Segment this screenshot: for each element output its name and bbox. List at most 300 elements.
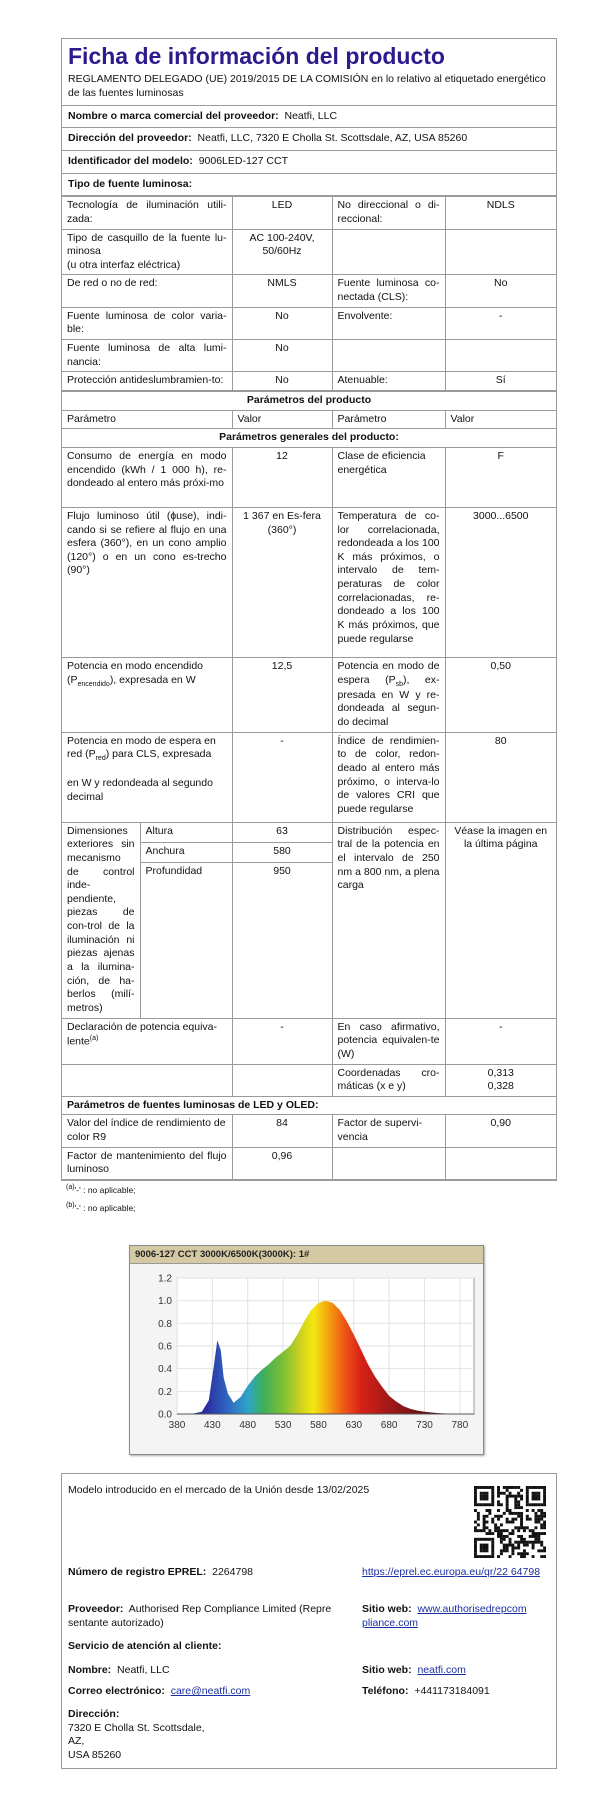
qr-module [517, 1503, 520, 1506]
qr-module [517, 1552, 520, 1555]
x-tick-label: 380 [168, 1420, 186, 1431]
qr-module [477, 1515, 480, 1518]
qr-module [532, 1532, 535, 1535]
qr-module [523, 1538, 526, 1541]
network-standby-label [62, 732, 232, 822]
qr-module [497, 1515, 500, 1518]
qr-module [474, 1541, 477, 1544]
qr-module [480, 1544, 483, 1547]
qr-module [500, 1538, 503, 1541]
param-value [445, 229, 556, 275]
qr-module [503, 1544, 506, 1547]
network-standby-value: - [232, 732, 332, 822]
qr-module [506, 1503, 509, 1506]
qr-module [486, 1546, 489, 1549]
qr-module [514, 1541, 517, 1544]
qr-module [491, 1498, 494, 1501]
qr-module [488, 1555, 491, 1558]
qr-module [483, 1518, 486, 1521]
spectral-distribution-value: Véase la imagen en la última página [445, 822, 556, 1018]
provider-row [68, 1603, 352, 1630]
service-name-label: Nombre: [68, 1664, 112, 1676]
qr-module [480, 1503, 483, 1506]
light-source-type-heading [62, 174, 556, 197]
qr-module [540, 1486, 543, 1489]
product-params-heading: Parámetros del producto [62, 391, 556, 410]
footnote-text: '-' : no aplicable; [74, 1202, 136, 1213]
qr-module [532, 1546, 535, 1549]
x-tick-label: 680 [380, 1420, 398, 1431]
qr-module [526, 1489, 529, 1492]
regulation-text: REGLAMENTO DELEGADO (UE) 2019/2015 DE LA COMISIÓN en lo relativo al etiquetado energético de las fuentes luminosas [62, 71, 556, 105]
qr-module [497, 1489, 500, 1492]
equivalent-power-w-value: - [445, 1018, 556, 1064]
x-tick-label: 430 [204, 1420, 221, 1431]
qr-module [491, 1555, 494, 1558]
qr-module [543, 1521, 546, 1524]
x-tick-label: 580 [310, 1420, 327, 1431]
qr-module [491, 1538, 494, 1541]
address-line: USA 85260 [68, 1748, 122, 1761]
qr-module [474, 1555, 477, 1558]
qr-module [543, 1495, 546, 1498]
qr-module [543, 1498, 546, 1501]
qr-module [491, 1518, 494, 1521]
y-tick-label: 0.8 [158, 1318, 172, 1330]
qr-module [511, 1532, 514, 1535]
qr-module [509, 1555, 512, 1558]
survival-factor-label: Factor de supervi-vencia [332, 1115, 445, 1147]
qr-module [511, 1495, 514, 1498]
table-header-row [62, 1096, 556, 1115]
qr-module [534, 1521, 537, 1524]
qr-module [534, 1495, 537, 1498]
param-value: LED [232, 197, 332, 229]
qr-module [537, 1541, 540, 1544]
qr-module [529, 1518, 532, 1521]
qr-module [526, 1503, 529, 1506]
qr-module [532, 1492, 535, 1495]
efficiency-class-value: F [445, 447, 556, 507]
qr-module [477, 1486, 480, 1489]
qr-module [503, 1535, 506, 1538]
table-row [62, 229, 556, 275]
qr-module [517, 1500, 520, 1503]
qr-module [488, 1529, 491, 1532]
qr-module [506, 1498, 509, 1501]
qr-module [486, 1495, 489, 1498]
param-label: No direccional o di-reccional: [332, 197, 445, 229]
col-param-header: Parámetro [332, 410, 445, 429]
provider-label: Proveedor: [68, 1603, 124, 1615]
param-label: Atenuable: [332, 372, 445, 391]
label-part: Potencia en modo encendido (P [67, 659, 204, 686]
qr-module [537, 1538, 540, 1541]
cri-value: 80 [445, 732, 556, 822]
energy-consumption-label: Consumo de energía en modo encendido (kWh / 1 000 h), re-dondeado al entero más próxi-mo [62, 447, 232, 507]
qr-module [474, 1538, 477, 1541]
param-label [332, 340, 445, 372]
qr-module [491, 1532, 494, 1535]
qr-module [534, 1503, 537, 1506]
qr-module [543, 1546, 546, 1549]
qr-module [477, 1512, 480, 1515]
qr-module [514, 1518, 517, 1521]
depth-label: Profundidad [140, 862, 232, 1018]
param-label: Fuente luminosa co-nectada (CLS): [332, 275, 445, 307]
label-part: ), ex-presada en W y re-dondeada al segun-do decimal [337, 673, 440, 728]
qr-module [517, 1541, 520, 1544]
equivalent-power-w-label: En caso afirmativo, potencia equivalen-te (W) [332, 1018, 445, 1064]
qr-module [500, 1492, 503, 1495]
qr-module [520, 1489, 523, 1492]
empty-cell [232, 1064, 332, 1096]
qr-module [483, 1529, 486, 1532]
param-label: Tecnología de iluminación utili-zada: [62, 197, 232, 229]
qr-module [506, 1500, 509, 1503]
qr-module [526, 1500, 529, 1503]
footnote-mark: (a) [66, 1183, 75, 1191]
table-row [62, 732, 556, 822]
address-label: Dirección: [68, 1708, 120, 1720]
table-row [62, 507, 556, 657]
label-part: en W y redondeada al segundo decimal [67, 777, 213, 803]
qr-module [474, 1503, 477, 1506]
equivalent-power-value: - [232, 1018, 332, 1064]
qr-module [532, 1529, 535, 1532]
label-sub: sb [395, 680, 403, 688]
x-tick-label: 530 [274, 1420, 292, 1431]
qr-module [500, 1552, 503, 1555]
qr-module [511, 1518, 514, 1521]
provider-web-row [362, 1603, 547, 1630]
luminous-flux-value: 1 367 en Es-fera (360°) [232, 507, 332, 657]
qr-module [491, 1492, 494, 1495]
qr-module [497, 1535, 500, 1538]
qr-module [477, 1538, 480, 1541]
qr-module [523, 1541, 526, 1544]
qr-module [526, 1526, 529, 1529]
qr-module [537, 1486, 540, 1489]
qr-module [480, 1492, 483, 1495]
qr-module [477, 1529, 480, 1532]
qr-module [483, 1538, 486, 1541]
led-params-heading: Parámetros de fuentes luminosas de LED y OLED: [62, 1096, 556, 1115]
qr-module [514, 1500, 517, 1503]
chromaticity-y: 0,328 [487, 1080, 514, 1093]
qr-module [517, 1529, 520, 1532]
param-value: NMLS [232, 275, 332, 307]
qr-module [514, 1486, 517, 1489]
qr-module [474, 1495, 477, 1498]
qr-module [483, 1521, 486, 1524]
light-source-type-heading-text: Tipo de fuente luminosa: [68, 177, 193, 190]
qr-module [509, 1541, 512, 1544]
empty-cell [332, 1147, 445, 1179]
spectral-distribution-label: Distribución espec-tral de la potencia en el intervalo de 250 nm a 800 nm, a plena carga [332, 822, 445, 1018]
qr-module [517, 1492, 520, 1495]
qr-module [534, 1518, 537, 1521]
label-part: ), expresada en W [109, 673, 196, 686]
qr-module [488, 1538, 491, 1541]
table-row [62, 372, 556, 391]
y-tick-label: 0.4 [158, 1364, 172, 1376]
qr-module [540, 1526, 543, 1529]
email-label: Correo electrónico: [68, 1685, 165, 1697]
qr-module [474, 1552, 477, 1555]
table-row [62, 275, 556, 307]
qr-module [520, 1523, 523, 1526]
energy-consumption-value: 12 [232, 447, 332, 507]
qr-module [488, 1512, 491, 1515]
qr-module [514, 1512, 517, 1515]
qr-module [506, 1518, 509, 1521]
qr-module [497, 1503, 500, 1506]
qr-module [537, 1498, 540, 1501]
label-part: Potencia en modo de espera (P [337, 659, 440, 686]
qr-module [517, 1515, 520, 1518]
qr-module [506, 1549, 509, 1552]
qr-module [509, 1492, 512, 1495]
qr-module [514, 1503, 517, 1506]
param-value: No [232, 307, 332, 339]
qr-module [529, 1503, 532, 1506]
qr-module [480, 1549, 483, 1552]
qr-module [494, 1515, 497, 1518]
qr-module [540, 1541, 543, 1544]
qr-module [509, 1538, 512, 1541]
supplier-name-row [62, 106, 556, 129]
qr-module [474, 1489, 477, 1492]
qr-module [529, 1541, 532, 1544]
qr-module [491, 1552, 494, 1555]
qr-module [514, 1546, 517, 1549]
qr-module [491, 1495, 494, 1498]
qr-module [488, 1509, 491, 1512]
qr-module [543, 1500, 546, 1503]
table-row [62, 340, 556, 372]
provider-web-link[interactable]: www.authorisedrepcom pliance.com [362, 1603, 527, 1629]
qr-module [497, 1486, 500, 1489]
qr-module [486, 1532, 489, 1535]
y-tick-label: 0.6 [158, 1341, 172, 1353]
qr-module [511, 1486, 514, 1489]
qr-module [511, 1544, 514, 1547]
qr-module [511, 1529, 514, 1532]
param-label: Protección antideslumbramien-to: [62, 372, 232, 391]
supplier-name-label: Nombre o marca comercial del proveedor: [68, 109, 279, 122]
qr-module [488, 1486, 491, 1489]
qr-module [486, 1555, 489, 1558]
param-value [445, 340, 556, 372]
qr-module [483, 1523, 486, 1526]
provider-value: Authorised Rep Compliance Limited (Repre sentante autorizado) [68, 1603, 332, 1629]
qr-module [486, 1521, 489, 1524]
footnote-b [66, 1201, 136, 1214]
qr-module [506, 1509, 509, 1512]
qr-module [543, 1555, 546, 1558]
qr-module [483, 1515, 486, 1518]
spectrum-plot [130, 1264, 485, 1456]
qr-module [532, 1544, 535, 1547]
qr-module [523, 1555, 526, 1558]
qr-module [514, 1526, 517, 1529]
qr-module [520, 1538, 523, 1541]
table-header-row [62, 410, 556, 429]
qr-module [500, 1549, 503, 1552]
general-params-heading: Parámetros generales del producto: [62, 429, 556, 448]
qr-module [526, 1498, 529, 1501]
qr-module [483, 1526, 486, 1529]
survival-factor-value: 0,90 [445, 1115, 556, 1147]
qr-module [486, 1538, 489, 1541]
qr-module [483, 1503, 486, 1506]
model-row [62, 151, 556, 174]
provider-web-label: Sitio web: [362, 1603, 412, 1615]
qr-module [497, 1529, 500, 1532]
qr-module [532, 1495, 535, 1498]
qr-module [491, 1500, 494, 1503]
qr-module [537, 1492, 540, 1495]
service-web-label: Sitio web: [362, 1664, 412, 1676]
chromaticity-label: Coordenadas cro-máticas (x e y) [332, 1064, 445, 1096]
qr-module [503, 1546, 506, 1549]
qr-module [526, 1486, 529, 1489]
qr-module [494, 1526, 497, 1529]
standby-power-label [332, 657, 445, 732]
qr-module [520, 1541, 523, 1544]
qr-module [534, 1526, 537, 1529]
product-information-sheet [61, 38, 557, 1181]
service-web-link[interactable]: neatfi.com [417, 1664, 466, 1676]
qr-module [534, 1535, 537, 1538]
qr-module [480, 1555, 483, 1558]
qr-module [483, 1546, 486, 1549]
email-link[interactable]: care@neatfi.com [170, 1685, 251, 1697]
qr-module [534, 1498, 537, 1501]
qr-module [491, 1541, 494, 1544]
chromaticity-value [445, 1064, 556, 1096]
qr-module [483, 1549, 486, 1552]
qr-module [540, 1532, 543, 1535]
spectral-chart [129, 1245, 484, 1455]
table-header-row [62, 391, 556, 410]
qr-module [514, 1495, 517, 1498]
qr-module [540, 1515, 543, 1518]
qr-module [532, 1503, 535, 1506]
qr-module [474, 1498, 477, 1501]
qr-module [480, 1546, 483, 1549]
qr-module [483, 1555, 486, 1558]
qr-module [494, 1523, 497, 1526]
table-row [62, 1018, 556, 1064]
qr-module [477, 1555, 480, 1558]
param-value: Sí [445, 372, 556, 391]
qr-module [491, 1521, 494, 1524]
qr-module [540, 1549, 543, 1552]
eprel-link[interactable]: https://eprel.ec.europa.eu/qr/22 64798 [362, 1566, 541, 1578]
qr-module [500, 1515, 503, 1518]
param-label: Envolvente: [332, 307, 445, 339]
qr-module [517, 1526, 520, 1529]
qr-module [532, 1486, 535, 1489]
qr-module [543, 1512, 546, 1515]
x-tick-label: 630 [345, 1420, 363, 1431]
table-header-row [62, 429, 556, 448]
chromaticity-x: 0,313 [487, 1066, 514, 1079]
qr-module [480, 1498, 483, 1501]
qr-module [537, 1521, 540, 1524]
col-value-header: Valor [445, 410, 556, 429]
cct-label: Temperatura de co-lor correlacionada, redondeada a los 100 K más próximos, o intervalo de tem-peraturas de color correlacionadas, re-dondeado a los 100 K más próximos, que puede regularse [332, 507, 445, 657]
qr-module [491, 1544, 494, 1547]
footnote-mark: (b) [66, 1201, 75, 1209]
qr-module [474, 1526, 477, 1529]
cct-value: 3000...6500 [445, 507, 556, 657]
param-label [332, 229, 445, 275]
param-label: De red o no de red: [62, 275, 232, 307]
qr-module [506, 1486, 509, 1489]
qr-module [517, 1506, 520, 1509]
qr-module [537, 1509, 540, 1512]
page-title: Ficha de información del producto [68, 43, 445, 69]
eprel-row [68, 1566, 253, 1580]
qr-module [537, 1535, 540, 1538]
qr-module [526, 1518, 529, 1521]
label-sub: encendido [77, 680, 110, 688]
height-value: 63 [232, 822, 332, 842]
qr-module [532, 1541, 535, 1544]
qr-module [534, 1532, 537, 1535]
qr-module [500, 1541, 503, 1544]
qr-module [534, 1492, 537, 1495]
qr-module [517, 1486, 520, 1489]
qr-module [486, 1544, 489, 1547]
qr-module [486, 1509, 489, 1512]
qr-module [503, 1538, 506, 1541]
qr-code-icon[interactable] [474, 1486, 546, 1558]
supplier-name-value: Neatfi, LLC [284, 109, 338, 122]
qr-module [500, 1503, 503, 1506]
col-param-header: Parámetro [62, 410, 232, 429]
phone-label: Teléfono: [362, 1685, 409, 1697]
qr-module [477, 1518, 480, 1521]
r9-label: Valor del índice de rendimiento de color R9 [62, 1115, 232, 1147]
qr-module [497, 1492, 500, 1495]
x-tick-label: 780 [451, 1420, 469, 1431]
qr-module [529, 1529, 532, 1532]
qr-module [534, 1538, 537, 1541]
table-row [62, 822, 556, 842]
qr-module [506, 1546, 509, 1549]
service-name-row [68, 1664, 170, 1678]
qr-module [486, 1526, 489, 1529]
market-date-text: Modelo introducido en el mercado de la Unión desde 13/02/2025 [68, 1484, 370, 1496]
qr-module [474, 1500, 477, 1503]
qr-module [534, 1512, 537, 1515]
qr-module [534, 1486, 537, 1489]
model-label: Identificador del modelo: [68, 155, 193, 167]
qr-module [532, 1535, 535, 1538]
qr-module [509, 1544, 512, 1547]
qr-module [486, 1492, 489, 1495]
qr-module [488, 1532, 491, 1535]
qr-module [491, 1486, 494, 1489]
qr-module [509, 1495, 512, 1498]
qr-module [509, 1521, 512, 1524]
qr-module [526, 1552, 529, 1555]
qr-module [520, 1495, 523, 1498]
